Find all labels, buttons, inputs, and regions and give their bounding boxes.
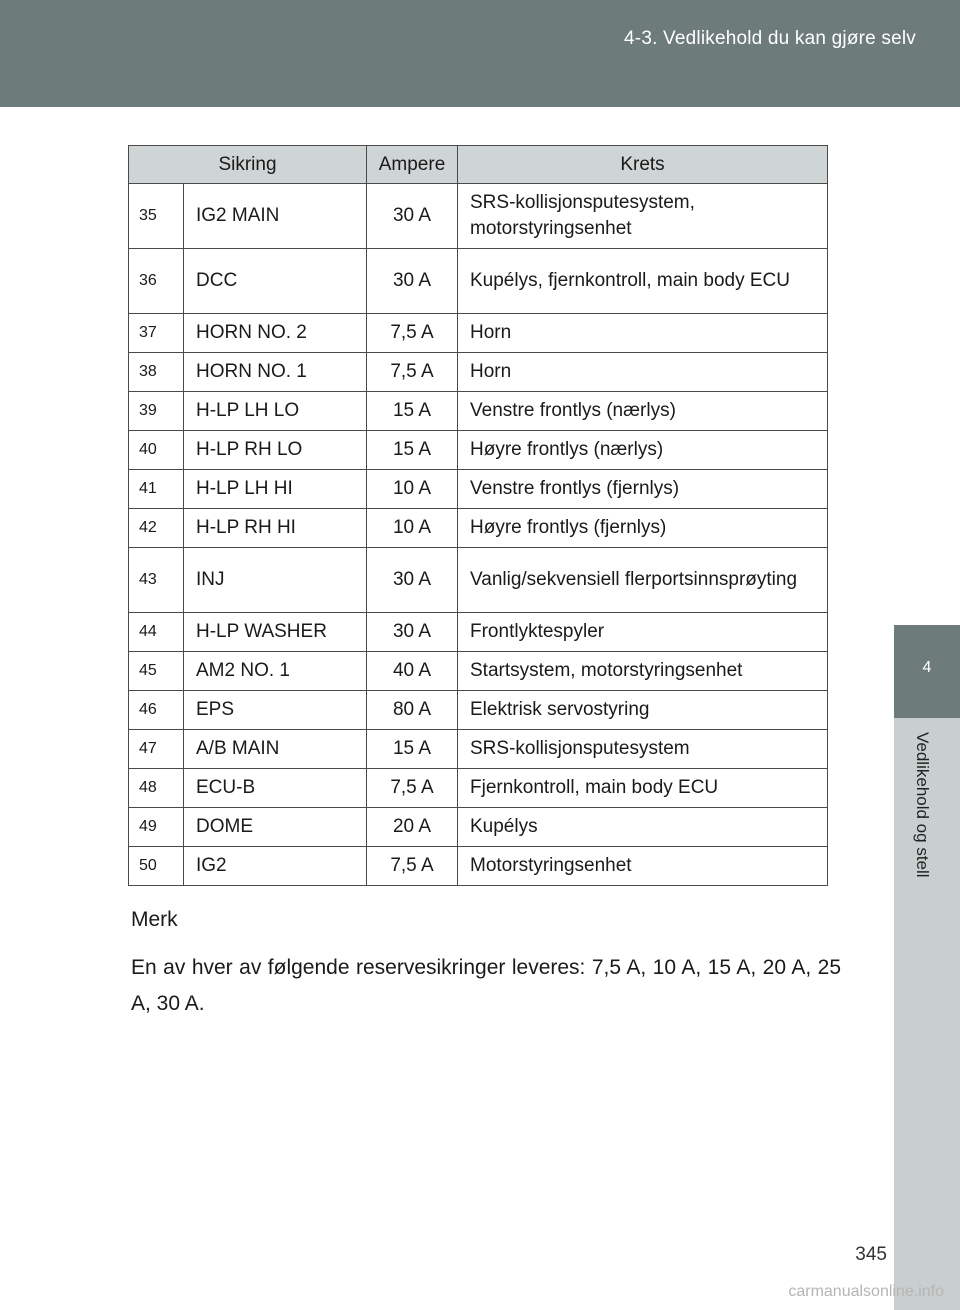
fuse-circuit: Høyre frontlys (nærlys) <box>458 431 828 470</box>
fuse-number: 47 <box>129 730 184 769</box>
table-row <box>129 847 828 886</box>
fuse-ampere: 40 A <box>367 652 458 691</box>
fuse-name: INJ <box>184 548 367 613</box>
side-tab-top <box>894 107 960 625</box>
table-row <box>129 613 828 652</box>
fuse-name: H-LP RH HI <box>184 509 367 548</box>
fuse-number: 50 <box>129 847 184 886</box>
table-row <box>129 314 828 353</box>
fuse-circuit: Venstre frontlys (fjernlys) <box>458 470 828 509</box>
table-row <box>129 509 828 548</box>
fuse-name: A/B MAIN <box>184 730 367 769</box>
fuse-name: H-LP LH LO <box>184 392 367 431</box>
fuse-circuit: Frontlyktespyler <box>458 613 828 652</box>
fuse-number: 45 <box>129 652 184 691</box>
header-sikring: Sikring <box>129 146 367 184</box>
chapter-tab <box>894 625 960 718</box>
fuse-name: DOME <box>184 808 367 847</box>
fuse-name: EPS <box>184 691 367 730</box>
fuse-number: 38 <box>129 353 184 392</box>
fuse-ampere: 15 A <box>367 392 458 431</box>
fuse-number: 41 <box>129 470 184 509</box>
table-row <box>129 353 828 392</box>
fuse-ampere: 30 A <box>367 613 458 652</box>
fuse-name: H-LP RH LO <box>184 431 367 470</box>
note-title: Merk <box>131 908 178 931</box>
fuse-circuit: Motorstyringsenhet <box>458 847 828 886</box>
table-row <box>129 769 828 808</box>
table-row <box>129 431 828 470</box>
fuse-circuit: Høyre frontlys (fjernlys) <box>458 509 828 548</box>
fuse-number: 35 <box>129 184 184 249</box>
fuse-ampere: 30 A <box>367 548 458 613</box>
table-row <box>129 652 828 691</box>
chapter-number: 4 <box>922 659 932 676</box>
table-row <box>129 470 828 509</box>
table-row <box>129 249 828 314</box>
table-row <box>129 184 828 249</box>
fuse-ampere: 10 A <box>367 509 458 548</box>
table-row <box>129 691 828 730</box>
fuse-name: ECU-B <box>184 769 367 808</box>
fuse-name: IG2 MAIN <box>184 184 367 249</box>
header-ampere: Ampere <box>367 146 458 184</box>
fuse-number: 46 <box>129 691 184 730</box>
fuse-circuit: Vanlig/sekvensiell flerportsinnsprøyting <box>458 548 828 613</box>
fuse-ampere: 7,5 A <box>367 314 458 353</box>
chapter-header <box>0 0 960 107</box>
fuse-circuit: Horn <box>458 353 828 392</box>
fuse-number: 39 <box>129 392 184 431</box>
fuse-name: DCC <box>184 249 367 314</box>
table-row <box>129 730 828 769</box>
fuse-circuit: SRS-kollisjonsputesystem <box>458 730 828 769</box>
fuse-circuit: Kupélys <box>458 808 828 847</box>
fuse-number: 43 <box>129 548 184 613</box>
fuse-name: IG2 <box>184 847 367 886</box>
table-row <box>129 548 828 613</box>
fuse-ampere: 20 A <box>367 808 458 847</box>
fuse-number: 42 <box>129 509 184 548</box>
fuse-circuit: Startsystem, motorstyringsenhet <box>458 652 828 691</box>
fuse-ampere: 7,5 A <box>367 353 458 392</box>
fuse-number: 36 <box>129 249 184 314</box>
fuse-ampere: 15 A <box>367 730 458 769</box>
fuse-number: 44 <box>129 613 184 652</box>
note-body: En av hver av følgende reservesikringer leveres: 7,5 A, 10 A, 15 A, 20 A, 25 A, 30 A. <box>131 956 841 1015</box>
fuse-circuit: Venstre frontlys (nærlys) <box>458 392 828 431</box>
header-krets: Krets <box>458 146 828 184</box>
fuse-ampere: 30 A <box>367 184 458 249</box>
fuse-circuit: SRS-kollisjonsputesystem, motorstyringsenhet <box>458 184 828 249</box>
fuse-circuit: Kupélys, fjernkontroll, main body ECU <box>458 249 828 314</box>
table-header-row <box>129 146 828 184</box>
fuse-name: HORN NO. 1 <box>184 353 367 392</box>
fuse-name: AM2 NO. 1 <box>184 652 367 691</box>
fuse-ampere: 10 A <box>367 470 458 509</box>
fuse-name: H-LP WASHER <box>184 613 367 652</box>
fuse-circuit: Horn <box>458 314 828 353</box>
fuse-ampere: 7,5 A <box>367 769 458 808</box>
fuse-ampere: 7,5 A <box>367 847 458 886</box>
fuse-number: 48 <box>129 769 184 808</box>
fuse-ampere: 15 A <box>367 431 458 470</box>
fuse-ampere: 30 A <box>367 249 458 314</box>
fuse-circuit: Fjernkontroll, main body ECU <box>458 769 828 808</box>
fuse-name: H-LP LH HI <box>184 470 367 509</box>
watermark-link[interactable]: carmanualsonline.info <box>788 1283 944 1300</box>
fuse-circuit: Elektrisk servostyring <box>458 691 828 730</box>
page-number: 345 <box>855 1244 887 1265</box>
section-title: 4-3. Vedlikehold du kan gjøre selv <box>624 28 916 49</box>
fuse-table <box>128 145 828 886</box>
table-row <box>129 808 828 847</box>
fuse-number: 40 <box>129 431 184 470</box>
fuse-number: 37 <box>129 314 184 353</box>
chapter-label: Vedlikehold og stell <box>913 732 932 878</box>
table-row <box>129 392 828 431</box>
fuse-name: HORN NO. 2 <box>184 314 367 353</box>
fuse-number: 49 <box>129 808 184 847</box>
fuse-ampere: 80 A <box>367 691 458 730</box>
